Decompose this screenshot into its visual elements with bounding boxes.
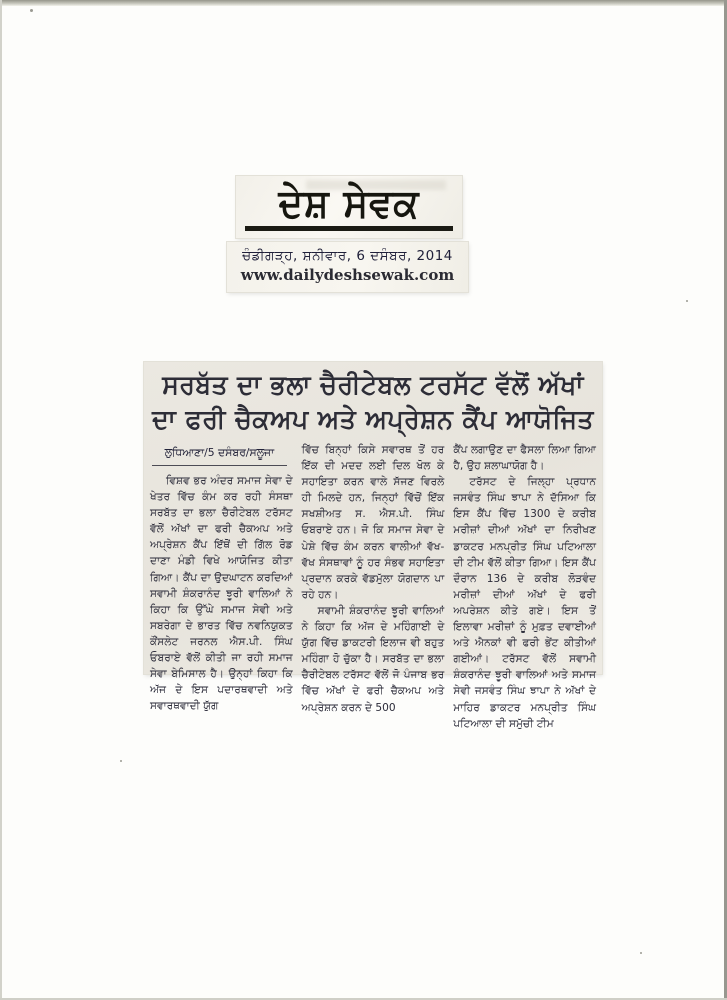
dateline-clipping: [227, 242, 468, 292]
paragraph: ਸਵਾਮੀ ਸ਼ੰਕਰਾਨੰਦ ਝੂਰੀ ਵਾਲਿਆਂ ਨੇ ਕਿਹਾ ਕਿ ਅੱਜ ਦੇ ਮਹਿੰਗਾਈ ਦੇ ਯੁੱਗ ਵਿੱਚ ਡਾਕਟਰੀ ਇਲਾਜ ਵੀ ਬਹੁਤ ਮਹਿੰਗਾ ਹੋ ਚੁੱਕਾ ਹੈ। ਸਰਬੱਤ ਦਾ ਭਲਾ ਚੈਰੀਟੇਬਲ ਟਰੱਸਟ ਵੱਲੋਂ ਜੋ ਪੰਜਾਬ ਭਰ ਵਿੱਚ ਅੱਖਾਂ ਦੇ ਫਰੀ ਚੈਕਅਪ ਅਤੇ ਅਪ੍ਰੇਸ਼ਨ ਕਰਨ ਦੇ 500: [301, 604, 445, 714]
newspaper-title: ਦੇਸ਼ ਸੇਵਕ: [278, 180, 420, 227]
scan-speck: [686, 300, 688, 302]
scan-speck: [30, 9, 33, 12]
scanner-edge-left: [0, 0, 2, 1000]
scan-speck: [640, 952, 642, 954]
article-clipping: [144, 362, 602, 730]
paragraph: ਟਰੱਸਟ ਦੇ ਜਿਲ੍ਹਾ ਪ੍ਰਧਾਨ ਜਸਵੰਤ ਸਿੰਘ ਝਾਪਾ ਨੇ ਦੱਸਿਆ ਕਿ ਇਸ ਕੈਂਪ ਵਿੱਚ 1300 ਦੇ ਕਰੀਬ ਮਰੀਜ਼ਾਂ ਦੀਆਂ ਅੱਖਾਂ ਦਾ ਨਿਰੀਖਣ ਡਾਕਟਰ ਮਨਪ੍ਰੀਤ ਸਿੰਘ ਪਟਿਆਲਾ ਦੀ ਟੀਮ ਵੱਲੋਂ ਕੀਤਾ ਗਿਆ। ਇਸ ਕੈਂਪ ਦੌਰਾਨ 136 ਦੇ ਕਰੀਬ ਲੋੜਵੰਦ ਮਰੀਜ਼ਾਂ ਦੀਆਂ ਅੱਖਾਂ ਦੇ ਫਰੀ ਅਪਰੇਸ਼ਨ ਕੀਤੇ ਗਏ। ਇਸ ਤੋਂ ਇਲਾਵਾ ਮਰੀਜ਼ਾਂ ਨੂੰ ਮੁਫ਼ਤ ਦਵਾਈਆਂ ਅਤੇ ਐਨਕਾਂ ਵੀ ਫਰੀ ਭੇਂਟ ਕੀਤੀਆਂ ਗਈਆਂ। ਟਰੱਸਟ ਵੱਲੋਂ ਸਵਾਮੀ ਸ਼ੰਕਰਾਨੰਦ ਝੂਰੀ ਵਾਲਿਆਂ ਅਤੇ ਸਮਾਜ ਸੇਵੀ ਜਸਵੰਤ ਸਿੰਘ ਝਾਪਾ ਨੇ ਅੱਖਾਂ ਦੇ ਮਾਹਿਰ ਡਾਕਟਰ ਮਨਪ੍ਰੀਤ ਸਿੰਘ ਪਟਿਆਲਾ ਦੀ ਸਮੁੱਚੀ ਟੀਮ: [453, 476, 597, 730]
headline-line-2: ਦਾ ਫਰੀ ਚੈਕਅਪ ਅਤੇ ਅਪ੍ਰੇਸ਼ਨ ਕੈਂਪ ਆਯੋਜਿਤ: [152, 403, 594, 434]
headline-line-1: ਸਰਬੱਤ ਦਾ ਭਲਾ ਚੈਰੀਟੇਬਲ ਟਰਸੱਟ ਵੱਲੋਂ ਅੱਖਾਂ: [162, 369, 584, 400]
article-column-3: [453, 442, 596, 732]
scan-speck: [120, 760, 122, 762]
article-body: [150, 442, 596, 732]
article-column-2: [302, 442, 445, 732]
byline: ਲੁਧਿਆਣਾ/5 ਦਸੰਬਰ/ਸਲੂਜਾ: [152, 444, 287, 466]
website-url: www.dailydeshsewak.com: [240, 266, 455, 284]
paragraph: ਕੈਂਪ ਲਗਾਉਣ ਦਾ ਫੈਸਲਾ ਲਿਆ ਗਿਆ ਹੈ, ਉਹ ਸ਼ਲਾਘਾਯੋਗ ਹੈ।: [453, 444, 597, 473]
scanner-edge-top: [0, 0, 727, 6]
paragraph: ਵਿੱਚ ਬਿਨ੍ਹਾਂ ਕਿਸੇ ਸਵਾਰਥ ਤੋਂ ਹਰ ਇੱਕ ਦੀ ਮਦਦ ਲਈ ਦਿਲ ਖੋਲ ਕੇ ਸਹਾਇਤਾ ਕਰਨ ਵਾਲੇ ਸੱਜਣ ਵਿਰਲੇ ਹੀ ਮਿਲਦੇ ਹਨ, ਜਿਨ੍ਹਾਂ ਵਿੱਚੋਂ ਇੱਕ ਸਖਸ਼ੀਅਤ ਸ. ਐਸ.ਪੀ. ਸਿੰਘ ਓਬਰਾਏ ਹਨ। ਜੋ ਕਿ ਸਮਾਜ ਸੇਵਾ ਦੇ ਪੇਸ਼ੇ ਵਿੱਚ ਕੰਮ ਕਰਨ ਵਾਲੀਆਂ ਵੱਖ-ਵੱਖ ਸੰਸਥਾਵਾਂ ਨੂੰ ਹਰ ਸੰਭਵ ਸਹਾਇਤਾ ਪ੍ਰਦਾਨ ਕਰਕੇ ਵੱਡਮੁੱਲਾ ਯੋਗਦਾਨ ਪਾ ਰਹੇ ਹਨ।: [301, 444, 445, 601]
masthead-rule: [245, 226, 453, 231]
edition-dateline: ਚੰਡੀਗੜ੍ਹ, ਸ਼ਨੀਵਾਰ, 6 ਦਸੰਬਰ, 2014: [242, 248, 453, 264]
masthead-clipping: [236, 176, 462, 238]
article-headline: [150, 369, 596, 437]
article-column-1: [150, 442, 293, 732]
paragraph: ਵਿਸ਼ਵ ਭਰ ਅੰਦਰ ਸਮਾਜ ਸੇਵਾ ਦੇ ਖੇਤਰ ਵਿੱਚ ਕੰਮ ਕਰ ਰਹੀ ਸੰਸਥਾ ਸਰਬੱਤ ਦਾ ਭਲਾ ਚੈਰੀਟੇਬਲ ਟਰੱਸਟ ਵੱਲੋਂ ਅੱਖਾਂ ਦਾ ਫਰੀ ਚੈਕਅਪ ਅਤੇ ਅਪ੍ਰੇਸ਼ਨ ਕੈਂਪ ਇੱਥੋਂ ਦੀ ਗਿੱਲ ਰੋਡ ਦਾਣਾ ਮੰਡੀ ਵਿਖੇ ਆਯੋਜਿਤ ਕੀਤਾ ਗਿਆ। ਕੈਂਪ ਦਾ ਉਦਘਾਟਨ ਕਰਦਿਆਂ ਸਵਾਮੀ ਸ਼ੰਕਰਾਨੰਦ ਝੂਰੀ ਵਾਲਿਆਂ ਨੇ ਕਿਹਾ ਕਿ ਉੱਘੇ ਸਮਾਜ ਸੇਵੀ ਅਤੇ ਸਬਰੇਗਾ ਦੇ ਭਾਰਤ ਵਿੱਚ ਨਵਨਿਯੁਕਤ ਕੌਂਸਲੇਟ ਜਰਨਲ ਐਸ.ਪੀ. ਸਿੰਘ ਓਬਰਾਏ ਵੱਲੋਂ ਕੀਤੀ ਜਾ ਰਹੀ ਸਮਾਜ ਸੇਵਾ ਬੇਮਿਸਾਲ ਹੈ। ਉਨ੍ਹਾਂ ਕਿਹਾ ਕਿ ਅੱਜ ਦੇ ਇਸ ਪਦਾਰਥਵਾਦੀ ਅਤੇ ਸਵਾਰਥਵਾਦੀ ਯੁੱਗ: [150, 475, 293, 713]
